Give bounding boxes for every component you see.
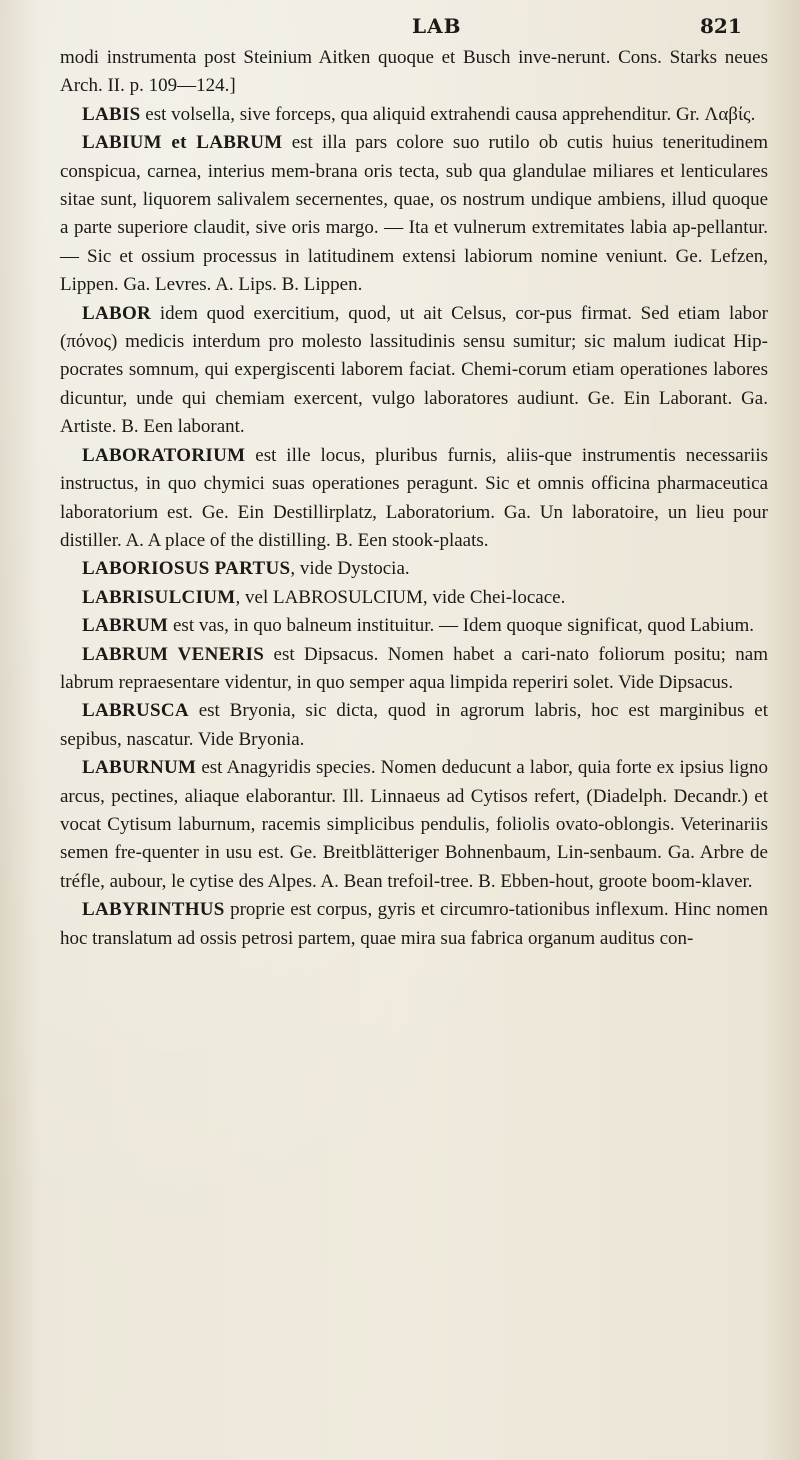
entry-headword: LABYRINTHUS bbox=[82, 899, 225, 921]
entry-laboratorium bbox=[60, 442, 768, 556]
page-header bbox=[0, 8, 800, 40]
entry-headword: LABRUM VENERIS bbox=[82, 643, 265, 665]
page-number: 821 bbox=[700, 14, 742, 38]
entry-headword: LABRISULCIUM bbox=[82, 586, 236, 608]
entry-text: , vide Dystocia. bbox=[290, 558, 410, 580]
entry-labyrinthus bbox=[60, 896, 768, 953]
entry-text: proprie est corpus, gyris et circumro-tationibus inflexum. Hinc nomen hoc translatum ad ossis petrosi partem, quae mira sua fabrica organum auditus con- bbox=[60, 899, 769, 949]
entry-text: idem quod exercitium, quod, ut ait Celsus, cor-pus firmat. Sed etiam labor (πόνος) medicis interdum pro molesto lassitudinis sensu sumitur; sic malum iudicat Hip-pocrates somnum, qui expergiscenti laborem faciat. Chemi-corum etiam operationes labores dicuntur, unde qui chemiam exercent, vulgo laboratores audiunt. Ge. Ein Laborant. Ga. Artiste. B. Een laborant. bbox=[60, 302, 768, 438]
entry-laburnum bbox=[60, 754, 768, 896]
running-head: LAB bbox=[412, 14, 462, 38]
entry-headword: LABURNUM bbox=[82, 757, 197, 779]
entry-labis bbox=[60, 101, 768, 129]
entry-headword: LABORATORIUM bbox=[82, 444, 246, 466]
entry-labrum bbox=[60, 612, 768, 640]
entry-labrisulcium bbox=[60, 584, 768, 612]
entry-labrusca bbox=[60, 697, 768, 754]
entry-text: est vas, in quo balneum instituitur. — Idem quoque significat, quod Labium. bbox=[173, 615, 755, 637]
entry-labium bbox=[60, 129, 768, 299]
entry-text: est Bryonia, sic dicta, quod in agrorum labris, hoc est marginibus et sepibus, nascatur. Vide Bryonia. bbox=[60, 700, 768, 750]
entry-headword: LABRUSCA bbox=[82, 700, 189, 722]
entry-text: est ille locus, pluribus furnis, aliis-que instrumentis necessariis instructus, in quo chymici suas operationes peragunt. Sic et omnis officina pharmaceutica laboratorium est. Ge. Ein Destillirplatz, Laboratorium. Ga. Un laboratoire, un lieu pour distiller. A. A place of the distilling. B. Een stook-plaats. bbox=[60, 444, 768, 551]
entry-text: est illa pars colore suo rutilo ob cutis huius teneritudinem conspicua, carnea, interius mem-brana oris tecta, sub qua glandulae miliares et lenticulares sitae sunt, liquorem salivalem secernentes, quae, os nostrum undique ambiens, illud quoque a parte superiore claudit, sive oris margo. — Ita et vulnerum extremitates labia ap-pellantur. — Sic et ossium processus in latitudinem extensi labiorum nomine veniunt. Ge. Lefzen, Lippen. Ga. Levres. A. Lips. B. Lippen. bbox=[60, 132, 769, 296]
entry-headword: LABRUM bbox=[82, 615, 169, 637]
entry-text: modi instrumenta post Steinium Aitken quoque et Busch inve-nerunt. Cons. Starks neues Arch. II. p. 109—124.] bbox=[60, 47, 768, 97]
text-column bbox=[60, 44, 768, 953]
entry-text: , vel LABROSULCIUM, vide Chei-locace. bbox=[235, 586, 566, 608]
entry-continued bbox=[60, 44, 768, 101]
entry-labrum-veneris bbox=[60, 641, 768, 698]
entry-headword: LABIS bbox=[82, 103, 141, 125]
entry-headword: LABIUM et LABRUM bbox=[82, 132, 283, 154]
entry-headword: LABOR bbox=[82, 302, 152, 324]
entry-headword: LABORIOSUS PARTUS bbox=[82, 558, 291, 580]
entry-text: est Dipsacus. Nomen habet a cari-nato foliorum positu; nam labrum repraesentare videntur, in quo semper aqua limpida reperiri solet. Vide Dipsacus. bbox=[60, 643, 768, 693]
entry-text: est volsella, sive forceps, qua aliquid extrahendi causa apprehenditur. Gr. Λαβίς. bbox=[145, 103, 756, 125]
entry-laboriosus-partus bbox=[60, 555, 768, 583]
entry-labor bbox=[60, 300, 768, 442]
entry-text: est Anagyridis species. Nomen deducunt a labor, quia forte ex ipsius ligno arcus, pectines, aliaque elaborantur. Ill. Linnaeus ad Cytisos refert, (Diadelph. Decandr.) et vocat Cytisum laburnum, racemis simplicibus pendulis, foliolis ovato-oblongis. Veterinariis semen fre-quenter in usu est. Ge. Breitblätteriger Bohnenbaum, Lin-senbaum. Ga. Arbre de tréfle, aubour, le cytise des Alpes. A. Bean trefoil-tree. B. Ebben-hout, groote boom-klaver. bbox=[60, 757, 769, 892]
